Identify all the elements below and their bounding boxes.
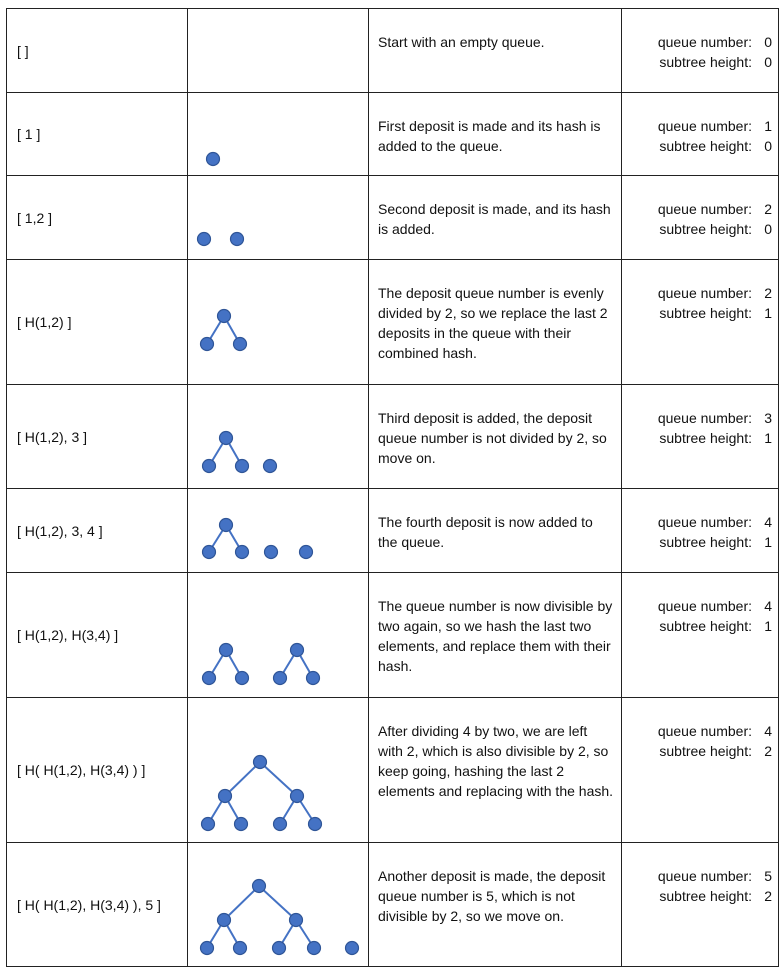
queue-state-text: [ H(1,2), 3 ] (17, 428, 88, 445)
tree-node (290, 914, 303, 927)
queue-state-text: [ H(1,2), H(3,4) ] (17, 627, 119, 643)
stats-cell (622, 93, 779, 176)
table-row (7, 9, 779, 93)
queue-number-label: queue number: (657, 285, 752, 301)
description-cell (369, 93, 622, 176)
subtree-height-line (622, 741, 772, 761)
tree-node (308, 942, 321, 955)
description-cell (369, 385, 622, 489)
tree-node (218, 914, 231, 927)
queue-number-line (622, 199, 772, 219)
stats-cell (622, 385, 779, 489)
description-cell (369, 9, 622, 93)
stats-cell (622, 698, 779, 843)
queue-number-value: 3 (764, 410, 772, 426)
merkle-tree-cell (188, 489, 369, 573)
tree-node (220, 644, 233, 657)
subtree-height-label: subtree height: (659, 138, 752, 154)
queue-number-line (622, 512, 772, 532)
tree-node (202, 818, 215, 831)
queue-state-text: [ H( H(1,2), H(3,4) ), 5 ] (17, 896, 161, 913)
description-cell (369, 489, 622, 573)
tree-edge (259, 886, 296, 920)
queue-state-text: [ 1 ] (17, 126, 41, 142)
subtree-height-value: 2 (764, 743, 772, 759)
queue-state-text: [ 1,2 ] (17, 209, 53, 226)
queue-number-line (622, 283, 772, 303)
subtree-height-value: 2 (764, 888, 772, 904)
tree-node (307, 672, 320, 685)
subtree-height-label: subtree height: (659, 618, 752, 634)
tree-edge (260, 762, 297, 796)
description-cell (369, 176, 622, 260)
tree-node (253, 880, 266, 893)
queue-number-label: queue number: (657, 514, 752, 530)
queue-number-label: queue number: (657, 410, 752, 426)
description-cell (369, 698, 622, 843)
queue-number-label: queue number: (657, 723, 752, 739)
queue-state-cell (7, 385, 188, 489)
merkle-tree-cell (188, 573, 369, 698)
queue-number-label: queue number: (657, 598, 752, 614)
tree-node (201, 338, 214, 351)
tree-node (220, 432, 233, 445)
description-text: Second deposit is made, and its hash is added. (378, 201, 611, 237)
queue-number-value: 1 (764, 118, 772, 134)
subtree-height-label: subtree height: (659, 54, 752, 70)
queue-state-text: [ H(1,2), 3, 4 ] (17, 522, 103, 539)
subtree-height-value: 1 (764, 618, 772, 634)
subtree-height-label: subtree height: (659, 534, 752, 550)
subtree-height-line (622, 219, 772, 239)
tree-node (203, 546, 216, 559)
description-text: The fourth deposit is now added to the queue. (378, 514, 593, 550)
merkle-tree-cell (188, 93, 369, 176)
merkle-tree-diagram (188, 698, 369, 843)
queue-number-line (622, 596, 772, 616)
tree-node (291, 790, 304, 803)
description-text: After dividing 4 by two, we are left with 2, which is also divisible by 2, so keep going, hashing the last 2 elements and replacing with the hash. (378, 723, 614, 799)
tree-node (218, 310, 231, 323)
merkle-tree-cell (188, 385, 369, 489)
tree-node (219, 790, 232, 803)
queue-state-text: [ H(1,2) ] (17, 314, 72, 330)
merkle-tree-diagram (188, 573, 369, 698)
table-row (7, 260, 779, 385)
subtree-height-value: 1 (764, 534, 772, 550)
tree-node (231, 233, 244, 246)
subtree-height-label: subtree height: (659, 305, 752, 321)
tree-node (234, 942, 247, 955)
queue-number-value: 4 (764, 514, 772, 530)
tree-node (234, 338, 247, 351)
tree-node (273, 942, 286, 955)
stats-cell (622, 843, 779, 967)
tree-node (254, 756, 267, 769)
queue-number-value: 4 (764, 598, 772, 614)
queue-state-cell (7, 93, 188, 176)
tree-node (291, 644, 304, 657)
description-text: The queue number is now divisible by two again, so we hash the last two elements, and replace them with their hash. (378, 598, 613, 674)
queue-number-value: 2 (764, 201, 772, 217)
table-row (7, 93, 779, 176)
table-row (7, 843, 779, 967)
table-row (7, 385, 779, 489)
table-row (7, 698, 779, 843)
tree-edge (224, 886, 259, 920)
queue-state-text: [ ] (17, 42, 29, 59)
tree-node (198, 233, 211, 246)
queue-state-cell (7, 489, 188, 573)
queue-number-value: 0 (764, 34, 772, 50)
merkle-tree-cell (188, 260, 369, 385)
tree-node (274, 672, 287, 685)
tree-node (235, 818, 248, 831)
stats-cell (622, 260, 779, 385)
description-text: Another deposit is made, the deposit queue number is 5, which is not divisible by 2, so we move on. (378, 868, 606, 924)
queue-state-cell (7, 843, 188, 967)
subtree-height-label: subtree height: (659, 888, 752, 904)
queue-state-cell (7, 176, 188, 260)
queue-number-line (622, 721, 772, 741)
merkle-tree-diagram (188, 93, 369, 176)
merkle-tree-cell (188, 9, 369, 93)
table-row (7, 573, 779, 698)
merkle-tree-diagram (188, 9, 369, 93)
subtree-height-value: 1 (764, 305, 772, 321)
queue-number-line (622, 408, 772, 428)
merkle-tree-diagram (188, 260, 369, 385)
tree-node (203, 460, 216, 473)
description-text: First deposit is made and its hash is added to the queue. (378, 118, 601, 154)
queue-number-line (622, 116, 772, 136)
queue-number-label: queue number: (657, 868, 752, 884)
subtree-height-label: subtree height: (659, 743, 752, 759)
subtree-height-line (622, 428, 772, 448)
description-cell (369, 843, 622, 967)
merkle-tree-cell (188, 176, 369, 260)
queue-number-line (622, 32, 772, 52)
merkle-tree-diagram (188, 489, 369, 573)
queue-state-cell (7, 573, 188, 698)
subtree-height-line (622, 616, 772, 636)
deposit-queue-table (6, 8, 779, 967)
subtree-height-value: 0 (764, 54, 772, 70)
tree-node (346, 942, 359, 955)
subtree-height-line (622, 303, 772, 323)
queue-number-label: queue number: (657, 34, 752, 50)
description-cell (369, 573, 622, 698)
tree-edge (225, 762, 260, 796)
stats-cell (622, 489, 779, 573)
merkle-tree-cell (188, 843, 369, 967)
merkle-tree-diagram (188, 843, 369, 967)
merkle-tree-diagram (188, 385, 369, 489)
tree-node (203, 672, 216, 685)
queue-number-line (622, 866, 772, 886)
tree-node (264, 460, 277, 473)
tree-node (309, 818, 322, 831)
merkle-tree-cell (188, 698, 369, 843)
tree-node (236, 672, 249, 685)
tree-node (265, 546, 278, 559)
merkle-tree-diagram (188, 176, 369, 260)
description-text: The deposit queue number is evenly divided by 2, so we replace the last 2 deposits in the queue with their combined hash. (378, 285, 608, 361)
queue-number-value: 5 (764, 868, 772, 884)
subtree-height-label: subtree height: (659, 221, 752, 237)
description-text: Start with an empty queue. (378, 34, 545, 50)
tree-node (207, 153, 220, 166)
subtree-height-line (622, 886, 772, 906)
subtree-height-line (622, 532, 772, 552)
queue-state-cell (7, 260, 188, 385)
queue-state-cell (7, 698, 188, 843)
subtree-height-line (622, 52, 772, 72)
tree-node (300, 546, 313, 559)
queue-number-value: 2 (764, 285, 772, 301)
subtree-height-value: 0 (764, 221, 772, 237)
description-cell (369, 260, 622, 385)
queue-number-label: queue number: (657, 118, 752, 134)
subtree-height-value: 0 (764, 138, 772, 154)
queue-number-label: queue number: (657, 201, 752, 217)
stats-cell (622, 573, 779, 698)
subtree-height-line (622, 136, 772, 156)
subtree-height-value: 1 (764, 430, 772, 446)
tree-node (236, 546, 249, 559)
stats-cell (622, 176, 779, 260)
queue-state-cell (7, 9, 188, 93)
table-row (7, 489, 779, 573)
tree-node (274, 818, 287, 831)
queue-state-text: [ H( H(1,2), H(3,4) ) ] (17, 762, 146, 778)
stats-cell (622, 9, 779, 93)
table-body (7, 9, 779, 967)
tree-node (220, 519, 233, 532)
queue-number-value: 4 (764, 723, 772, 739)
description-text: Third deposit is added, the deposit queue number is not divided by 2, so move on. (378, 410, 607, 466)
table-row (7, 176, 779, 260)
tree-node (201, 942, 214, 955)
tree-node (236, 460, 249, 473)
subtree-height-label: subtree height: (659, 430, 752, 446)
